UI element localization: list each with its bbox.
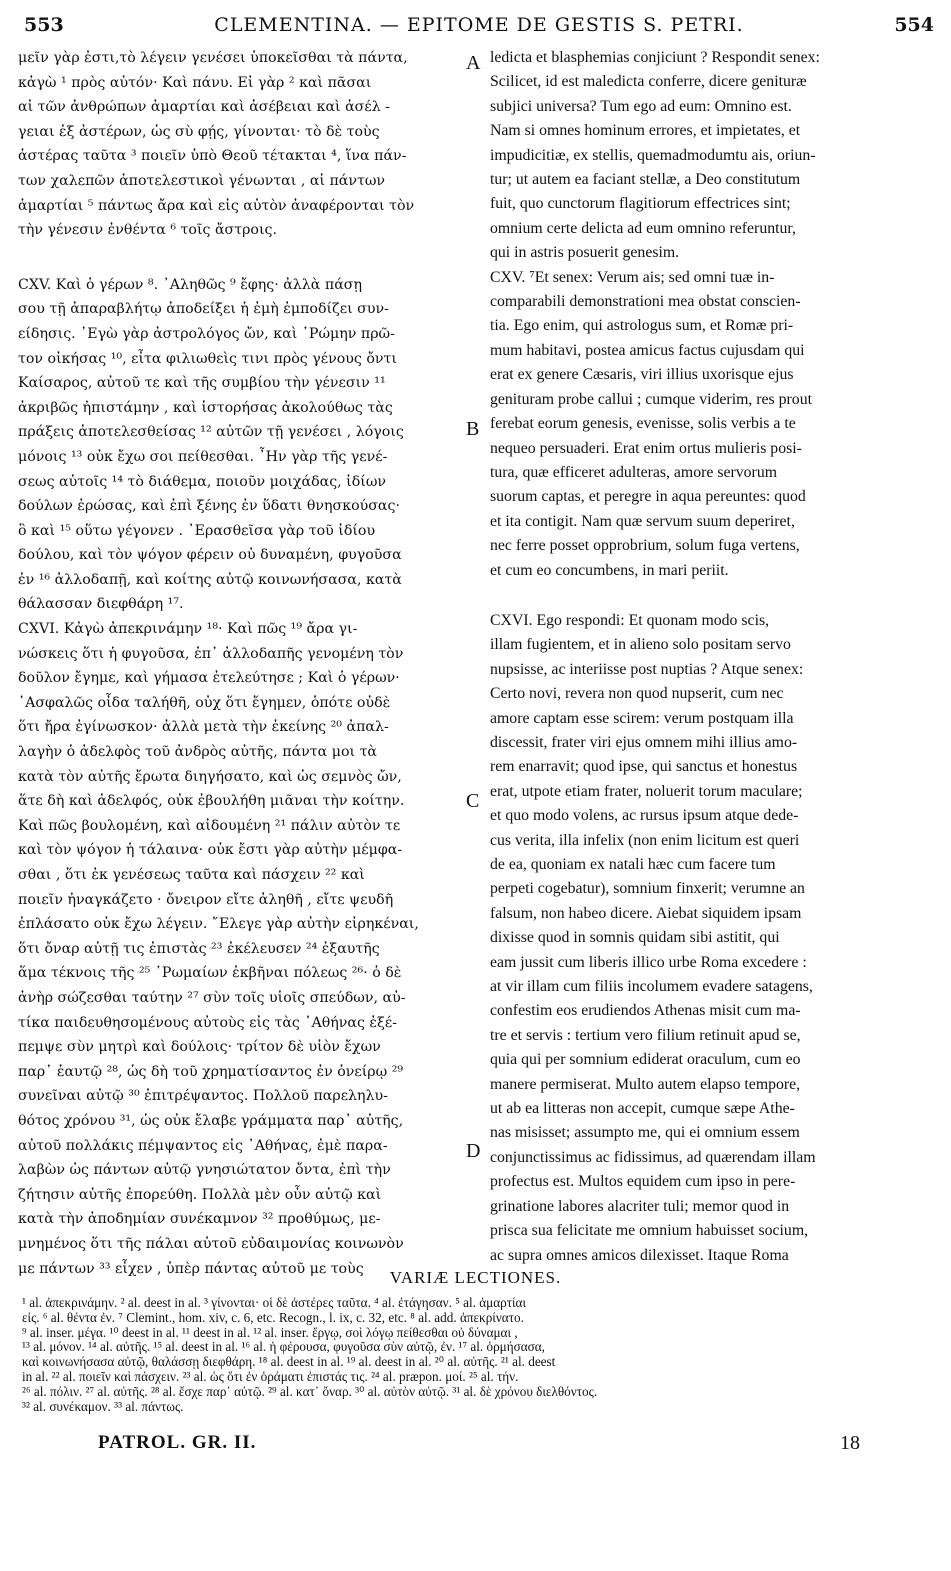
text-line: τὴν γένεσιν ἐνθέντα ⁶ τοῖς ἄστροις. xyxy=(18,222,277,239)
text-line: et quo modo volens, ac rursus ipsum atque dede- xyxy=(490,807,799,825)
text-line: κἀγὼ ¹ πρὸς αὐτόν· Καὶ πάνυ. Εἰ γὰρ ² καὶ πᾶσαι xyxy=(18,74,372,91)
text-line: nas misisset; assumpto me, qui ei omnium essem xyxy=(490,1124,800,1142)
text-line: tia. Ego enim, qui astrologus sum, et Romæ pri- xyxy=(490,317,794,335)
text-line: amore captam esse scirem: verum postquam illa xyxy=(490,709,794,727)
text-line: erat ex genere Cæsaris, viri illius uxorisque ejus xyxy=(490,366,794,384)
text-line: δούλων ἐρώσας, καὶ ἐπὶ ξένης ἐν ὕδατι θνησκούσας· xyxy=(18,498,400,515)
variae-lectiones-notes xyxy=(22,1296,932,1414)
text-line: παρ᾿ ἑαυτῷ ²⁸, ὡς δὴ τοῦ χρηματίσαντος ἐν ὀνείρῳ ²⁹ xyxy=(18,1063,404,1080)
text-line: κατὰ τὴν ἀποδημίαν συνέκαμνον ³² προθύμως, με- xyxy=(18,1211,381,1228)
text-line: μεῖν γὰρ ἐστι,τὸ λέγειν γενέσει ὑποκεῖσθαι τὰ πάντα, xyxy=(18,50,408,66)
text-line: αὐτοῦ πολλάκις πέμψαντος εἰς ᾿Αθήνας, ἐμὲ παρα- xyxy=(18,1137,388,1154)
page-header xyxy=(24,14,934,42)
note-line: ⁹ al. inser. μέγα. ¹⁰ deest in al. ¹¹ deest in al. ¹² al. inser. ἔργῳ, σοὶ λόγῳ πείθεσθαι οὐ δύναμαι , xyxy=(22,1325,518,1340)
text-line: cus verita, illa infelix (non enim licitum est queri xyxy=(490,831,800,849)
latin-paragraph-2 xyxy=(490,266,938,583)
latin-column xyxy=(490,46,938,1268)
note-line: ²⁶ al. πόλιν. ²⁷ al. αὐτῆς. ²⁸ al. ἔσχε παρ᾿ αὐτῷ. ²⁹ al. κατ᾿ ὄναρ. ³⁰ al. αὐτὸν αὐτῷ. ³¹ al. δὲ χρόνου διελθόντος. xyxy=(22,1384,598,1399)
text-line: ἐπλάσατο οὐκ ἔχω λέγειν. ῎Ελεγε γὰρ αὐτὴν εἰρηκέναι, xyxy=(18,916,419,933)
text-line: Καὶ πῶς βουλομένη, καὶ αἰδουμένη ²¹ πάλιν αὐτὸν τε xyxy=(18,817,401,834)
text-line: ᾿Ασφαλῶς οἶδα ταλήθῆ, οὐχ ὅτι ἔγημεν, ὁπότε οὐδὲ xyxy=(18,694,391,711)
text-line: suorum captas, et peregre in aqua pereuntes: quod xyxy=(490,488,806,506)
text-line: τον οἰκήσας ¹⁰, εἶτα φιλιωθεὶς τινι πρὸς γένους ὄντι xyxy=(18,350,397,367)
text-line: nupsisse, ac interiisse post nuptias ? Atque senex: xyxy=(490,660,804,678)
text-line: confestim eos erudiendos Athenas misit cum ma- xyxy=(490,1002,801,1020)
text-line: comparabili demonstrationi mea obstat conscien- xyxy=(490,293,801,311)
margin-letter-a: A xyxy=(466,52,481,74)
text-line: λαγὴν ὁ ἀδελφὸς τοῦ ἀνδρὸς αὐτῆς, πάντα μοι τὰ xyxy=(18,744,377,761)
text-line: ζήτησιν αὐτῆς ἐπορεύθη. Πολλὰ μὲν οὖν αὐτῷ καὶ xyxy=(18,1186,382,1203)
text-line: πεμψε σὺν μητρὶ καὶ δούλοις· τρίτον δὲ υἱὸν ἔχων xyxy=(18,1039,381,1056)
text-line: dixisse quod in somnis quidam sibi astitit, qui xyxy=(490,929,780,947)
greek-column xyxy=(18,46,458,1281)
text-line: αἱ τῶν ἀνθρώπων ἁμαρτίαι καὶ ἀσέβειαι καὶ ἀσέλ - xyxy=(18,99,391,116)
footer-collection: PATROL. GR. II. xyxy=(98,1432,257,1453)
text-line: rem enarravit; quod ipse, qui sanctus et honestus xyxy=(490,758,798,776)
text-line: CXVI. Κἀγὼ ἀπεκρινάμην ¹⁸· Καὶ πῶς ¹⁹ ἄρα γι- xyxy=(18,621,358,638)
text-line: nequeo persuaderi. Erat enim ortus mulieris posi- xyxy=(490,439,802,457)
page-number-right: 554 xyxy=(894,14,934,36)
latin-paragraph-1 xyxy=(490,46,938,266)
text-line: omnium certe delicta ad eum omnino referuntur, xyxy=(490,219,796,237)
text-line: ἐν ¹⁶ ἀλλοδαπῇ, καὶ κοίτης αὐτῷ κοινωνήσασα, κατὰ xyxy=(18,571,402,588)
text-line: ἀκριβῶς ἠπιστάμην , καὶ ἱστορήσας ἀκολούθως τὰς xyxy=(18,399,393,416)
text-line: μνημένος ὅτι τῆς πάλαι αὐτοῦ εὐδαιμονίας κοινωνὸν xyxy=(18,1235,404,1252)
text-line: fuit, quo cunctorum flagitiorum effectrices sint; xyxy=(490,195,791,213)
text-line: σθαι , ὅτι ἐκ γενέσεως ταῦτα καὶ πάσχειν ²² καὶ xyxy=(18,867,365,883)
text-line: μόνοις ¹³ οὐκ ἔχω σοι πείθεσθαι. ῏Ην γὰρ τῆς γενέ- xyxy=(18,448,388,465)
footer-signature-number: 18 xyxy=(840,1432,860,1454)
text-line: prisca sua felicitate me omnium habuisset socium, xyxy=(490,1222,809,1240)
latin-paragraph-3 xyxy=(490,609,938,1268)
text-line: CXV. Καὶ ὁ γέρων ⁸. ᾿Αληθῶς ⁹ ἔφης· ἀλλὰ πάσῃ xyxy=(18,276,362,293)
text-line: Scilicet, id est maledicta conferre, dicere genituræ xyxy=(490,73,807,91)
text-line: σεως αὐτοῖς ¹⁴ τὸ διάθεμα, ποιοῦν μοιχάδας, ἰδίων xyxy=(18,473,387,490)
text-line: ἅμα τέκνοις τῆς ²⁵ ῾Ρωμαίων ἐκβῆναι πόλεως ²⁶· ὁ δὲ xyxy=(18,965,402,982)
text-line: ὅτι ὄναρ αὐτῇ τις ἐπιστὰς ²³ ἐκέλευσεν ²⁴ ἐξαυτῆς xyxy=(18,940,380,957)
text-line: CXV. ⁷Et senex: Verum ais; sed omni tuæ in- xyxy=(490,268,775,286)
text-line: grinatione labores alacriter tuli; memor quod in xyxy=(490,1197,790,1215)
text-line: με πάντων ³³ εἶχεν , ὑπὲρ πάντας αὐτοῦ με τοὺς xyxy=(18,1260,364,1277)
text-line: tura, quæ efficeret adulteras, amore servorum xyxy=(490,463,778,481)
text-line: conjunctissimus ac fidissimus, ad quærendam illam xyxy=(490,1148,816,1166)
text-line: CXVI. Ego respondi: Et quonam modo scis, xyxy=(490,611,770,629)
text-line: Nam si omnes hominum errores, et impietates, et xyxy=(490,122,801,140)
text-line: λαβὼν ὡς πάντων αὐτῷ γνησιώτατον ὄντα, ἐπὶ τὴν xyxy=(18,1162,391,1179)
text-line: Certo novi, revera non quod nupserit, cum nec xyxy=(490,685,784,703)
text-line: erat, utpote etiam frater, noluerit torum maculare; xyxy=(490,782,803,800)
text-line: falsum, non habeo dicere. Aiebat siquidem ipsam xyxy=(490,904,802,922)
text-line: ἀστέρας ταῦτα ³ ποιεῖν ὑπὸ Θεοῦ τέτακται ⁴, ἵνα πάν- xyxy=(18,148,407,165)
text-line: et ita contigit. Nam quæ servum suum deperiret, xyxy=(490,512,795,530)
text-line: at vir illam cum filiis incolumem evadere satagens, xyxy=(490,978,813,996)
running-title: CLEMENTINA. — EPITOME DE GESTIS S. PETRI. xyxy=(214,14,744,36)
text-line: είδησις. ᾿Εγὼ γὰρ ἀστρολόγος ὤν, καὶ ῾Ρώμην πρῶ- xyxy=(18,325,395,342)
note-line: ³² al. συνέκαμον. ³³ al. πάντως. xyxy=(22,1399,184,1414)
text-line: illam fugientem, et in alieno solo positam servo xyxy=(490,636,791,654)
page-number-left: 553 xyxy=(24,14,64,36)
text-line: κατὰ τὸν αὐτῆς ἔρωτα διηγήσατο, καὶ ὡς σεμνὸς ὤν, xyxy=(18,768,402,785)
margin-letter-c: C xyxy=(466,790,480,812)
margin-letter-d: D xyxy=(466,1140,481,1162)
text-line: καὶ τὸν ψόγον ἡ τάλαινα· οὐκ ἔστι γὰρ αὐτὴν μέμφα- xyxy=(18,842,403,859)
text-line: de ea, quoniam ex natali hæc cum facere tum xyxy=(490,856,776,873)
text-line: ποιεῖν ἠναγκάζετο · ὄνειρον εἴτε ἀληθῆ , εἴτε ψευδῆ xyxy=(18,891,394,908)
greek-paragraph-3 xyxy=(18,617,458,1281)
text-line: Καίσαρος, αὐτοῦ τε καὶ τῆς συμβίου τὴν γένεσιν ¹¹ xyxy=(18,375,386,392)
text-line: ut ab ea litteras non accepit, cumque sæpe Athe- xyxy=(490,1100,795,1118)
note-line: ¹³ al. μόνον. ¹⁴ al. αὐτῆς. ¹⁵ al. deest in al. ¹⁶ al. ἡ φέρουσα, φυγοῦσα σὺν αὐτῷ, ἐν. ¹⁷ al. ὁρμήσασα, xyxy=(22,1340,545,1355)
text-line: δούλου, καὶ τὸν ψόγον φέρειν οὐ δυναμένη, φυγοῦσα xyxy=(18,547,402,564)
text-line: τίκα παιδευθησομένους αὐτοὺς εἰς τὰς ᾿Αθήνας ἐξέ- xyxy=(18,1014,397,1031)
text-line: profectus est. Multos equidem cum ipso in pere- xyxy=(490,1173,796,1191)
margin-letter-b: B xyxy=(466,418,480,440)
text-line: πράξεις ἀποτελεσθείσας ¹² αὐτῶν τῇ γενέσει , λόγοις xyxy=(18,424,404,441)
text-line: tre et servis : tertium vero filium retinuit apud se, xyxy=(490,1026,801,1044)
text-line: θότος χρόνου ³¹, ὡς οὐκ ἔλαβε γράμματα παρ᾿ αὐτῆς, xyxy=(18,1112,404,1129)
text-line: συνεῖναι αὐτῷ ³⁰ ἐπιτρέψαντος. Πολλοῦ παρεληλυ- xyxy=(18,1088,388,1105)
variae-lectiones-heading: VARIÆ LECTIONES. xyxy=(389,1268,562,1287)
text-line: ἀνὴρ σώζεσθαι ταύτην ²⁷ σὺν τοῖς υἱοῖς σπεύδων, αὐ- xyxy=(18,989,406,1006)
text-line: ledicta et blasphemias conjiciunt ? Respondit senex: xyxy=(490,49,820,66)
text-line: ferebat eorum genesis, evenisse, solis verbis a te xyxy=(490,415,796,433)
note-line: καὶ κοινωνήσασα αὐτῷ, θαλάσσῃ διεφθάρη. ¹⁸ al. deest in al. ¹⁹ al. deest in al. ²⁰ al. αὐτῆς. ²¹ al. deest xyxy=(22,1355,556,1370)
text-line: quia qui per somnium ediderat oraculum, cum eo xyxy=(490,1051,801,1069)
text-line: ἅτε δὴ καὶ ἀδελφός, οὐκ ἐβουλήθη μιᾶναι τὴν κοίτην. xyxy=(18,793,405,810)
text-line: manere permiserat. Multo autem elapso tempore, xyxy=(490,1075,801,1093)
text-line: ac supra omnes amicos dilexisset. Itaque Roma xyxy=(490,1246,789,1264)
text-line: discessit, frater viri ejus omnem mihi illius amo- xyxy=(490,733,798,751)
text-line: tur; ut autem ea faciant stellæ, a Deo constitutum xyxy=(490,171,801,189)
text-line: δοῦλον ἔγημε, καὶ γήμασα ἐτελεύτησε ; Καὶ ὁ γέρων· xyxy=(18,670,400,687)
text-line: qui in astris posuerit genesim. xyxy=(490,244,680,262)
text-line: ὃ καὶ ¹⁵ οὕτω γέγονεν . ᾿Ερασθεῖσα γὰρ τοῦ ἰδίου xyxy=(18,522,376,539)
text-line: σου τῇ ἀπαραβλήτῳ ἀποδείξει ἡ ἐμὴ ἐμποδίζει συν- xyxy=(18,301,389,318)
text-line: mum habitavi, postea amicus factus cujusdam qui xyxy=(490,341,805,359)
text-line: nec ferre posset opprobrium, solum fuga vertens, xyxy=(490,537,800,555)
text-line: eam jussit cum liberis illico urbe Roma excedere : xyxy=(490,953,807,971)
greek-paragraph-2 xyxy=(18,273,458,617)
text-line: impudicitiæ, ex stellis, quemadmodumtu ais, oriun- xyxy=(490,146,816,164)
greek-paragraph-1 xyxy=(18,46,458,243)
text-line: et cum eo concumbens, in mari periit. xyxy=(490,561,729,579)
text-line: genituram probe callui ; cumque viderim, res prout xyxy=(490,390,812,408)
text-line: νώσκεις ὅτι ἡ φυγοῦσα, ἐπ᾿ ἀλλοδαπῆς γενομένη τὸν xyxy=(18,645,404,662)
text-line: των χαλεπῶν ἀποτελεστικοὶ γένωνται , αἱ πάντων xyxy=(18,172,386,189)
text-line: perpeti cogebatur), somnium finxerit; verumne an xyxy=(490,880,805,898)
text-line: ἁμαρτίαι ⁵ πάντως ἄρα καὶ εἰς αὐτὸν ἀναφέρονται τὸν xyxy=(18,197,415,214)
text-line: ὅτι ἤρα ἐγίνωσκον· ἀλλὰ μετὰ τὴν ἐκείνης ²⁰ ἀπαλ- xyxy=(18,719,389,736)
note-line: ¹ al. ἀπεκρινάμην. ² al. deest in al. ³ γίνονται· οἱ δὲ ἀστέρες ταῦτα. ⁴ al. ἐτάγησαν. ⁵ al. ἁμαρτίαι xyxy=(22,1296,526,1310)
text-line: θάλασσαν διεφθάρη ¹⁷. xyxy=(18,596,184,613)
text-line: subjici universa? Tum ego ad eum: Omnino est. xyxy=(490,97,792,115)
note-line: εἰς. ⁶ al. θέντα ἐν. ⁷ Clemint., hom. xiv, c. 6, etc. Recogn., l. ix, c. 32, etc. ⁸ al. add. ἀπεκρίνατο. xyxy=(22,1310,524,1325)
text-line: γειαι ἐξ ἀστέρων, ὡς σὺ φῄς, γίνονται· τὸ δὲ τοὺς xyxy=(18,123,380,140)
note-line: in al. ²² al. ποιεῖν καὶ πάσχειν. ²³ al. ὡς ὅτι ἐν ὁράματι ἐπιστάς τις. ²⁴ al. præpon. μοί. ²⁵ al. τήν. xyxy=(22,1369,519,1384)
page-footer xyxy=(98,1432,860,1460)
